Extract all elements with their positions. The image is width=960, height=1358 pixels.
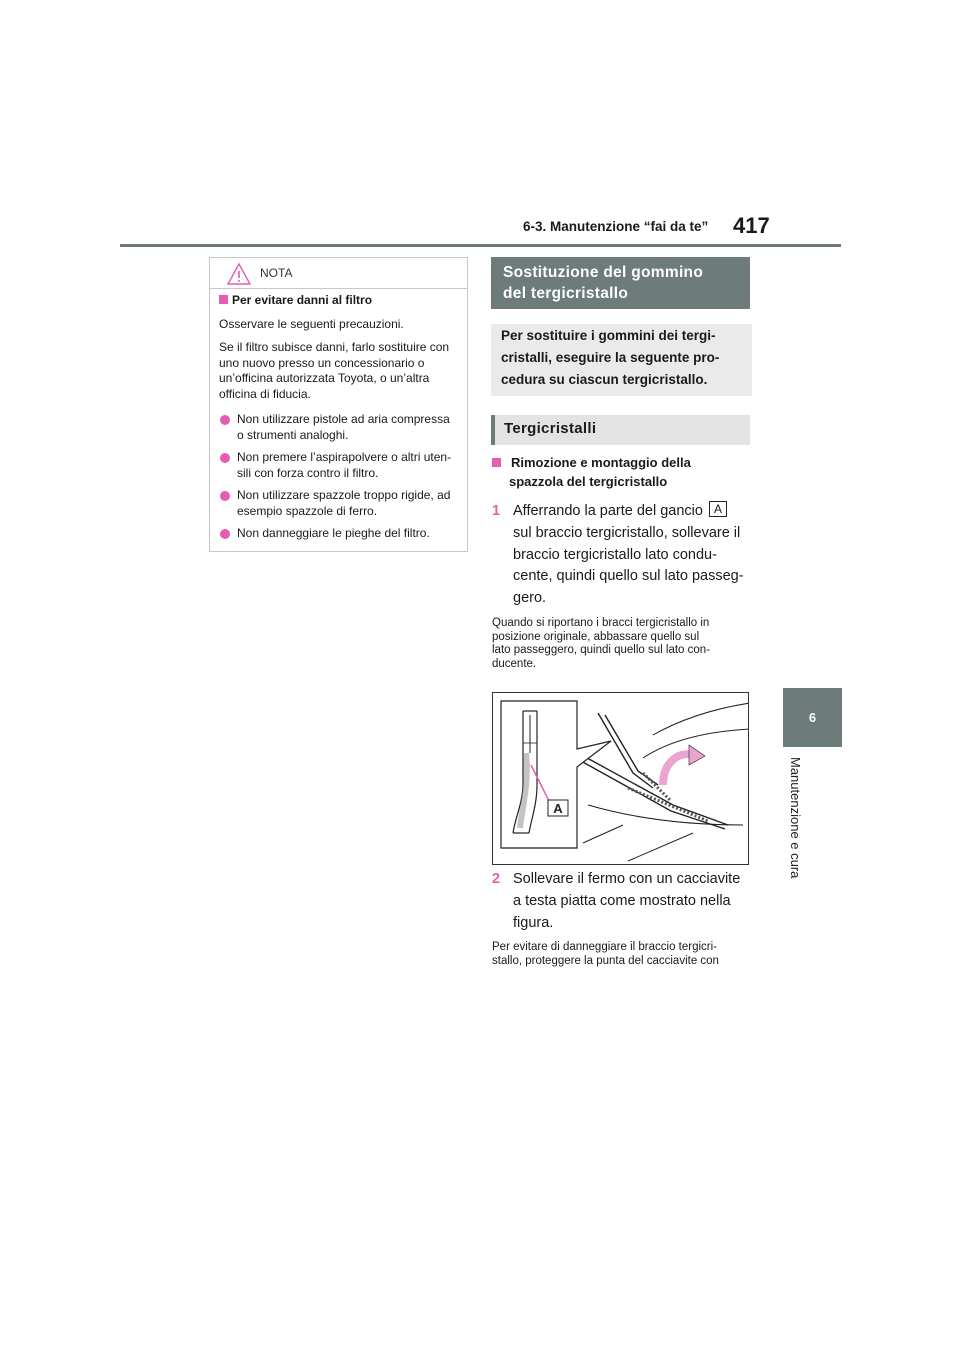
note-paragraph: Se il filtro subisce danni, farlo sostituire con uno nuovo presso un concessionario o un’officina autorizzata Toyota, o un’altra officina di fiducia. — [219, 340, 450, 401]
callout-label: A — [553, 801, 563, 816]
square-bullet-icon — [492, 458, 501, 467]
bullet-dot-icon — [220, 529, 230, 539]
note-heading: Per evitare danni al filtro — [219, 293, 457, 309]
chapter-tab — [783, 688, 842, 747]
note-bullet: Non danneggiare le pieghe del filtro. — [219, 526, 457, 542]
step-2-note: Per evitare di danneggiare il braccio tergicri- stallo, proteggere la punta del cacciavite con — [492, 941, 719, 967]
step-1-note: Quando si riportano i bracci tergicristallo in posizione originale, abbassare quello sul lato passeggero, quindi quello sul lato con- ducente. — [492, 617, 711, 670]
note-body — [210, 289, 467, 542]
note-paragraph: Osservare le seguenti precauzioni. — [219, 316, 404, 331]
header-rule — [120, 244, 841, 247]
chapter-header: 6-3. Manutenzione “fai da te” — [523, 219, 709, 234]
step-2: 2 Sollevare il fermo con un cacciavite a testa piatta come mostrato nella figura. — [492, 871, 741, 931]
wiper-arm-drawing — [493, 693, 749, 865]
wiper-illustration — [492, 692, 749, 865]
page-number: 417 — [733, 213, 770, 238]
note-title: NOTA — [260, 266, 293, 280]
bullet-dot-icon — [220, 453, 230, 463]
note-bullet: Non utilizzare pistole ad aria compressa o strumenti analoghi. — [219, 412, 457, 443]
step-1: 1 Afferrando la parte del gancio A sul braccio tergicristallo, sollevare il braccio tergicristallo lato condu- cente, quindi quello sul lato passeg- gero. — [492, 502, 744, 607]
note-bullet: Non utilizzare spazzole troppo rigide, ad esempio spazzole di ferro. — [219, 488, 457, 519]
note-box — [209, 257, 468, 552]
chapter-side-label: Manutenzione e cura — [788, 757, 803, 879]
section-intro: Per sostituire i gommini dei tergi- cristalli, eseguire la seguente pro- cedura su ciascun tergicristallo. — [491, 324, 752, 396]
section-banner: Sostituzione del gommino del tergicristallo — [491, 257, 750, 309]
chapter-tab-number: 6 — [808, 710, 817, 725]
procedure-title: Rimozione e montaggio della spazzola del tergicristallo — [492, 453, 742, 491]
note-header — [210, 258, 467, 289]
square-bullet-icon — [219, 295, 228, 304]
callout-label: A — [709, 501, 727, 517]
bullet-dot-icon — [220, 415, 230, 425]
subsection-banner: Tergicristalli — [491, 415, 750, 445]
note-bullet: Non premere l’aspirapolvere o altri uten-sili con forza contro il filtro. — [219, 450, 457, 481]
bullet-dot-icon — [220, 491, 230, 501]
warning-triangle-icon — [226, 262, 252, 286]
